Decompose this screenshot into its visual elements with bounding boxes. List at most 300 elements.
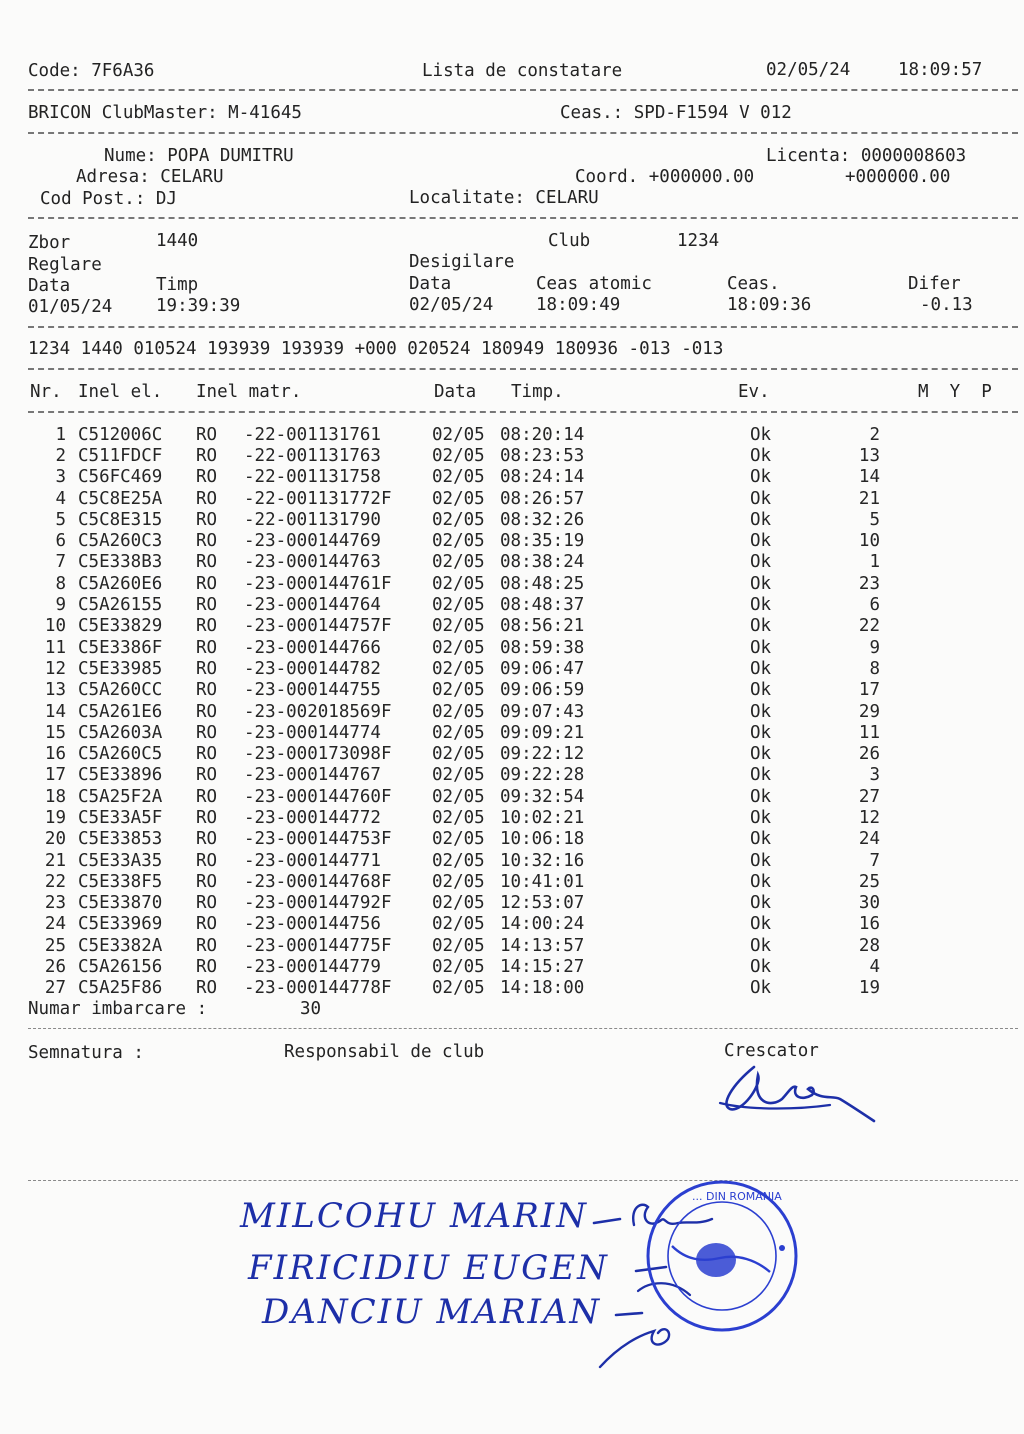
header-time: 18:09:57 bbox=[898, 60, 983, 80]
arrival-date: 02/05 bbox=[432, 424, 485, 445]
breeder-label: Crescator bbox=[724, 1041, 819, 1061]
event-status: Ok bbox=[750, 893, 772, 914]
arrival-time: 08:26:57 bbox=[500, 488, 585, 509]
arrival-date: 02/05 bbox=[432, 850, 485, 871]
ring-serial: -23-000144779 bbox=[244, 957, 381, 978]
club-number: 1234 bbox=[677, 231, 720, 251]
ring-serial: -23-000144782 bbox=[244, 658, 381, 679]
electronic-ring: C5E33A35 bbox=[78, 850, 163, 871]
clock-col-label: Ceas. bbox=[727, 274, 780, 294]
ring-serial: -23-000144763 bbox=[244, 552, 381, 573]
country-code: RO bbox=[196, 509, 218, 530]
table-row bbox=[36, 978, 880, 999]
country-code: RO bbox=[196, 978, 218, 999]
document-title: Lista de constatare bbox=[422, 61, 623, 81]
table-row bbox=[36, 914, 880, 935]
position: 5 bbox=[869, 509, 880, 530]
arrival-date: 02/05 bbox=[432, 829, 485, 850]
arrival-time: 08:48:25 bbox=[500, 573, 585, 594]
electronic-ring: C5E33985 bbox=[78, 658, 163, 679]
electronic-ring: C5A261E6 bbox=[78, 701, 163, 722]
country-code: RO bbox=[196, 701, 218, 722]
electronic-ring: C5E33A5F bbox=[78, 807, 163, 828]
desigilare-label: Desigilare bbox=[409, 252, 515, 272]
desigilare-date: 02/05/24 bbox=[409, 295, 494, 315]
club-responsible-label: Responsabil de club bbox=[284, 1042, 485, 1062]
electronic-ring: C5A2603A bbox=[78, 722, 163, 743]
difference-value: -0.13 bbox=[920, 295, 973, 315]
divider bbox=[28, 1180, 1018, 1181]
country-code: RO bbox=[196, 807, 218, 828]
position: 17 bbox=[858, 680, 880, 701]
col-nr: Nr. bbox=[30, 382, 62, 402]
ring-serial: -22-001131790 bbox=[244, 509, 381, 530]
arrival-time: 08:56:21 bbox=[500, 616, 585, 637]
electronic-ring: C5A260C3 bbox=[78, 531, 163, 552]
signature-label: Semnatura : bbox=[28, 1043, 144, 1063]
event-status: Ok bbox=[750, 765, 772, 786]
arrival-time: 14:18:00 bbox=[500, 978, 585, 999]
divider bbox=[28, 89, 1018, 91]
row-number: 2 bbox=[55, 445, 66, 466]
row-number: 16 bbox=[44, 744, 66, 765]
position: 11 bbox=[858, 722, 880, 743]
event-status: Ok bbox=[750, 807, 772, 828]
atomic-clock-label: Ceas atomic bbox=[536, 274, 652, 294]
event-status: Ok bbox=[750, 786, 772, 807]
event-status: Ok bbox=[750, 829, 772, 850]
country-code: RO bbox=[196, 893, 218, 914]
ring-serial: -22-001131758 bbox=[244, 467, 381, 488]
row-number: 12 bbox=[44, 658, 66, 679]
row-number: 24 bbox=[44, 914, 66, 935]
electronic-ring: C5E33853 bbox=[78, 829, 163, 850]
col-time: Timp. bbox=[511, 382, 564, 402]
arrival-date: 02/05 bbox=[432, 978, 485, 999]
ring-serial: -23-000144769 bbox=[244, 531, 381, 552]
row-number: 9 bbox=[55, 595, 66, 616]
arrival-date: 02/05 bbox=[432, 445, 485, 466]
ring-serial: -23-000144775F bbox=[244, 935, 392, 956]
ring-serial: -23-000144766 bbox=[244, 637, 381, 658]
handwritten-name-3: DANCIU MARIAN bbox=[262, 1292, 602, 1332]
arrival-time: 08:38:24 bbox=[500, 552, 585, 573]
ring-serial: -23-000144757F bbox=[244, 616, 392, 637]
electronic-ring: C5A26156 bbox=[78, 957, 163, 978]
arrival-date: 02/05 bbox=[432, 595, 485, 616]
arrival-time: 09:07:43 bbox=[500, 701, 585, 722]
country-code: RO bbox=[196, 722, 218, 743]
row-number: 23 bbox=[44, 893, 66, 914]
arrival-date: 02/05 bbox=[432, 552, 485, 573]
country-code: RO bbox=[196, 552, 218, 573]
locality: Localitate: CELARU bbox=[409, 188, 599, 208]
electronic-ring: C5E33829 bbox=[78, 616, 163, 637]
arrival-time: 09:32:54 bbox=[500, 786, 585, 807]
event-status: Ok bbox=[750, 424, 772, 445]
position: 30 bbox=[858, 893, 880, 914]
row-number: 22 bbox=[44, 871, 66, 892]
arrival-time: 08:23:53 bbox=[500, 445, 585, 466]
country-code: RO bbox=[196, 914, 218, 935]
table-row bbox=[36, 467, 880, 488]
row-number: 14 bbox=[44, 701, 66, 722]
atomic-time: 18:09:49 bbox=[536, 295, 621, 315]
country-code: RO bbox=[196, 445, 218, 466]
reglare-date: 01/05/24 bbox=[28, 297, 113, 317]
ring-serial: -23-000144755 bbox=[244, 680, 381, 701]
row-number: 17 bbox=[44, 765, 66, 786]
arrival-date: 02/05 bbox=[432, 531, 485, 552]
table-row bbox=[36, 594, 880, 615]
club-stamp bbox=[642, 1176, 802, 1336]
event-status: Ok bbox=[750, 957, 772, 978]
electronic-ring: C5E33870 bbox=[78, 893, 163, 914]
reglare-label: Reglare bbox=[28, 255, 102, 275]
ring-serial: -23-000144760F bbox=[244, 786, 392, 807]
ring-serial: -23-000144774 bbox=[244, 722, 381, 743]
row-number: 3 bbox=[55, 467, 66, 488]
electronic-ring: C512006C bbox=[78, 424, 163, 445]
arrival-time: 08:32:26 bbox=[500, 509, 585, 530]
position: 3 bbox=[869, 765, 880, 786]
row-number: 5 bbox=[55, 509, 66, 530]
electronic-ring: C5E33896 bbox=[78, 765, 163, 786]
col-myp: M Y P bbox=[918, 382, 992, 402]
col-ring: Inel el. bbox=[78, 382, 163, 402]
electronic-ring: C5A26155 bbox=[78, 595, 163, 616]
ring-serial: -23-000144761F bbox=[244, 573, 392, 594]
ring-serial: -23-000144792F bbox=[244, 893, 392, 914]
arrival-date: 02/05 bbox=[432, 616, 485, 637]
row-number: 25 bbox=[44, 935, 66, 956]
table-row bbox=[36, 765, 880, 786]
table-row bbox=[36, 552, 880, 573]
position: 7 bbox=[869, 850, 880, 871]
boarding-value: 30 bbox=[300, 999, 322, 1019]
divider bbox=[28, 411, 1018, 413]
arrival-date: 02/05 bbox=[432, 935, 485, 956]
row-number: 11 bbox=[44, 637, 66, 658]
arrivals-table-body bbox=[36, 424, 880, 999]
table-row bbox=[36, 722, 880, 743]
event-status: Ok bbox=[750, 701, 772, 722]
row-number: 13 bbox=[44, 680, 66, 701]
country-code: RO bbox=[196, 765, 218, 786]
country-code: RO bbox=[196, 637, 218, 658]
arrival-time: 10:06:18 bbox=[500, 829, 585, 850]
stamp-text: ... DIN ROMANIA bbox=[692, 1190, 782, 1203]
row-number: 27 bbox=[44, 978, 66, 999]
clubmaster-label: BRICON ClubMaster: M-41645 bbox=[28, 103, 302, 123]
position: 10 bbox=[858, 531, 880, 552]
table-row bbox=[36, 488, 880, 509]
position: 25 bbox=[858, 871, 880, 892]
arrival-time: 14:13:57 bbox=[500, 935, 585, 956]
position: 21 bbox=[858, 488, 880, 509]
postal-code: Cod Post.: DJ bbox=[40, 189, 177, 209]
col-ev: Ev. bbox=[738, 382, 770, 402]
ring-serial: -23-000144778F bbox=[244, 978, 392, 999]
electronic-ring: C5A260E6 bbox=[78, 573, 163, 594]
electronic-ring: C5E338B3 bbox=[78, 552, 163, 573]
clock-time: 18:09:36 bbox=[727, 295, 812, 315]
position: 27 bbox=[858, 786, 880, 807]
event-status: Ok bbox=[750, 616, 772, 637]
position: 12 bbox=[858, 807, 880, 828]
arrival-date: 02/05 bbox=[432, 658, 485, 679]
club-label: Club bbox=[548, 231, 591, 251]
arrival-date: 02/05 bbox=[432, 807, 485, 828]
arrivals-table bbox=[36, 424, 880, 999]
country-code: RO bbox=[196, 786, 218, 807]
arrival-time: 09:06:47 bbox=[500, 658, 585, 679]
table-row bbox=[36, 935, 880, 956]
ring-serial: -23-000144772 bbox=[244, 807, 381, 828]
arrival-time: 08:59:38 bbox=[500, 637, 585, 658]
coordinates: Coord. +000000.00 bbox=[575, 167, 755, 187]
divider bbox=[28, 217, 1018, 219]
table-row bbox=[36, 829, 880, 850]
table-row bbox=[36, 530, 880, 551]
table-row bbox=[36, 509, 880, 530]
table-row bbox=[36, 573, 880, 594]
table-row bbox=[36, 850, 880, 871]
electronic-ring: C5A25F2A bbox=[78, 786, 163, 807]
event-status: Ok bbox=[750, 552, 772, 573]
arrival-time: 08:24:14 bbox=[500, 467, 585, 488]
arrival-time: 14:00:24 bbox=[500, 914, 585, 935]
row-number: 15 bbox=[44, 722, 66, 743]
position: 1 bbox=[869, 552, 880, 573]
electronic-ring: C5A260C5 bbox=[78, 744, 163, 765]
position: 16 bbox=[858, 914, 880, 935]
table-row bbox=[36, 956, 880, 977]
arrival-time: 09:09:21 bbox=[500, 722, 585, 743]
row-number: 26 bbox=[44, 957, 66, 978]
position: 26 bbox=[858, 744, 880, 765]
country-code: RO bbox=[196, 744, 218, 765]
table-row bbox=[36, 637, 880, 658]
breeder-signature bbox=[712, 1055, 882, 1135]
position: 13 bbox=[858, 445, 880, 466]
arrival-date: 02/05 bbox=[432, 765, 485, 786]
table-row bbox=[36, 616, 880, 637]
data-label: Data bbox=[28, 276, 71, 296]
event-status: Ok bbox=[750, 509, 772, 530]
electronic-ring: C5E3386F bbox=[78, 637, 163, 658]
position: 6 bbox=[869, 595, 880, 616]
ring-serial: -23-000144768F bbox=[244, 871, 392, 892]
event-status: Ok bbox=[750, 914, 772, 935]
arrival-date: 02/05 bbox=[432, 893, 485, 914]
event-status: Ok bbox=[750, 595, 772, 616]
boarding-label: Numar imbarcare : bbox=[28, 999, 208, 1019]
event-status: Ok bbox=[750, 935, 772, 956]
position: 4 bbox=[869, 957, 880, 978]
country-code: RO bbox=[196, 680, 218, 701]
event-status: Ok bbox=[750, 850, 772, 871]
electronic-ring: C5A25F86 bbox=[78, 978, 163, 999]
ring-serial: -23-000144767 bbox=[244, 765, 381, 786]
table-row bbox=[36, 893, 880, 914]
row-number: 4 bbox=[55, 488, 66, 509]
arrival-time: 09:22:28 bbox=[500, 765, 585, 786]
arrival-date: 02/05 bbox=[432, 786, 485, 807]
timp-label: Timp bbox=[156, 275, 199, 295]
electronic-ring: C5E33969 bbox=[78, 914, 163, 935]
arrival-time: 10:32:16 bbox=[500, 850, 585, 871]
event-status: Ok bbox=[750, 637, 772, 658]
arrival-time: 10:02:21 bbox=[500, 807, 585, 828]
position: 28 bbox=[858, 935, 880, 956]
position: 24 bbox=[858, 829, 880, 850]
table-row bbox=[36, 424, 880, 445]
country-code: RO bbox=[196, 658, 218, 679]
row-number: 1 bbox=[55, 424, 66, 445]
ring-serial: -22-001131761 bbox=[244, 424, 381, 445]
ring-serial: -23-000144771 bbox=[244, 850, 381, 871]
electronic-ring: C56FC469 bbox=[78, 467, 163, 488]
code-line: 1234 1440 010524 193939 193939 +000 020524 180949 180936 -013 -013 bbox=[28, 339, 724, 359]
table-row bbox=[36, 701, 880, 722]
row-number: 7 bbox=[55, 552, 66, 573]
country-code: RO bbox=[196, 850, 218, 871]
electronic-ring: C5E338F5 bbox=[78, 871, 163, 892]
header-date: 02/05/24 bbox=[766, 60, 851, 80]
ring-serial: -23-000144756 bbox=[244, 914, 381, 935]
code-label: Code: 7F6A36 bbox=[28, 61, 155, 81]
country-code: RO bbox=[196, 424, 218, 445]
ring-serial: -23-000144753F bbox=[244, 829, 392, 850]
arrival-time: 12:53:07 bbox=[500, 893, 585, 914]
electronic-ring: C5C8E25A bbox=[78, 488, 163, 509]
arrival-date: 02/05 bbox=[432, 509, 485, 530]
row-number: 10 bbox=[44, 616, 66, 637]
arrival-time: 09:06:59 bbox=[500, 680, 585, 701]
event-status: Ok bbox=[750, 871, 772, 892]
row-number: 6 bbox=[55, 531, 66, 552]
event-status: Ok bbox=[750, 744, 772, 765]
table-row bbox=[36, 658, 880, 679]
flight-number: 1440 bbox=[156, 231, 199, 251]
event-status: Ok bbox=[750, 978, 772, 999]
country-code: RO bbox=[196, 871, 218, 892]
owner-address: Adresa: CELARU bbox=[76, 167, 224, 187]
arrival-date: 02/05 bbox=[432, 573, 485, 594]
country-code: RO bbox=[196, 616, 218, 637]
country-code: RO bbox=[196, 595, 218, 616]
event-status: Ok bbox=[750, 722, 772, 743]
row-number: 18 bbox=[44, 786, 66, 807]
event-status: Ok bbox=[750, 680, 772, 701]
row-number: 8 bbox=[55, 573, 66, 594]
country-code: RO bbox=[196, 829, 218, 850]
arrival-time: 09:22:12 bbox=[500, 744, 585, 765]
arrival-time: 08:20:14 bbox=[500, 424, 585, 445]
position: 23 bbox=[858, 573, 880, 594]
country-code: RO bbox=[196, 531, 218, 552]
position: 8 bbox=[869, 658, 880, 679]
handwritten-name-2: FIRICIDIU EUGEN bbox=[248, 1248, 609, 1288]
event-status: Ok bbox=[750, 488, 772, 509]
arrival-date: 02/05 bbox=[432, 488, 485, 509]
arrival-date: 02/05 bbox=[432, 680, 485, 701]
arrival-date: 02/05 bbox=[432, 914, 485, 935]
table-row bbox=[36, 807, 880, 828]
country-code: RO bbox=[196, 467, 218, 488]
electronic-ring: C5E3382A bbox=[78, 935, 163, 956]
electronic-ring: C5C8E315 bbox=[78, 509, 163, 530]
event-status: Ok bbox=[750, 445, 772, 466]
divider bbox=[28, 368, 1018, 370]
ring-serial: -23-000144764 bbox=[244, 595, 381, 616]
arrival-date: 02/05 bbox=[432, 871, 485, 892]
reglare-time: 19:39:39 bbox=[156, 296, 241, 316]
country-code: RO bbox=[196, 957, 218, 978]
license-number: Licenta: 0000008603 bbox=[766, 146, 967, 166]
event-status: Ok bbox=[750, 467, 772, 488]
event-status: Ok bbox=[750, 658, 772, 679]
table-row bbox=[36, 680, 880, 701]
position: 29 bbox=[858, 701, 880, 722]
row-number: 21 bbox=[44, 850, 66, 871]
arrival-time: 10:41:01 bbox=[500, 871, 585, 892]
ring-serial: -22-001131772F bbox=[244, 488, 392, 509]
position: 9 bbox=[869, 637, 880, 658]
difference-label: Difer bbox=[908, 274, 961, 294]
ring-serial: -23-000173098F bbox=[244, 744, 392, 765]
row-number: 20 bbox=[44, 829, 66, 850]
arrival-date: 02/05 bbox=[432, 744, 485, 765]
position: 19 bbox=[858, 978, 880, 999]
electronic-ring: C5A260CC bbox=[78, 680, 163, 701]
arrival-date: 02/05 bbox=[432, 637, 485, 658]
position: 2 bbox=[869, 424, 880, 445]
electronic-ring: C511FDCF bbox=[78, 445, 163, 466]
ring-serial: -22-001131763 bbox=[244, 445, 381, 466]
country-code: RO bbox=[196, 488, 218, 509]
divider bbox=[28, 132, 1018, 134]
table-row bbox=[36, 871, 880, 892]
position: 22 bbox=[858, 616, 880, 637]
position: 14 bbox=[858, 467, 880, 488]
coordinates-second: +000000.00 bbox=[845, 167, 951, 187]
country-code: RO bbox=[196, 935, 218, 956]
data-desigilare-label: Data bbox=[409, 274, 452, 294]
arrival-date: 02/05 bbox=[432, 467, 485, 488]
col-date: Data bbox=[434, 382, 477, 402]
owner-name: Nume: POPA DUMITRU bbox=[104, 146, 294, 166]
divider bbox=[28, 1028, 1018, 1029]
event-status: Ok bbox=[750, 531, 772, 552]
row-number: 19 bbox=[44, 807, 66, 828]
arrival-time: 14:15:27 bbox=[500, 957, 585, 978]
table-row bbox=[36, 445, 880, 466]
divider bbox=[28, 326, 1018, 328]
flight-label: Zbor bbox=[28, 233, 71, 253]
arrival-date: 02/05 bbox=[432, 957, 485, 978]
arrival-date: 02/05 bbox=[432, 722, 485, 743]
arrival-time: 08:48:37 bbox=[500, 595, 585, 616]
col-matr: Inel matr. bbox=[196, 382, 302, 402]
event-status: Ok bbox=[750, 573, 772, 594]
table-row bbox=[36, 743, 880, 764]
table-row bbox=[36, 786, 880, 807]
arrival-date: 02/05 bbox=[432, 701, 485, 722]
arrival-time: 08:35:19 bbox=[500, 531, 585, 552]
ring-serial: -23-002018569F bbox=[244, 701, 392, 722]
